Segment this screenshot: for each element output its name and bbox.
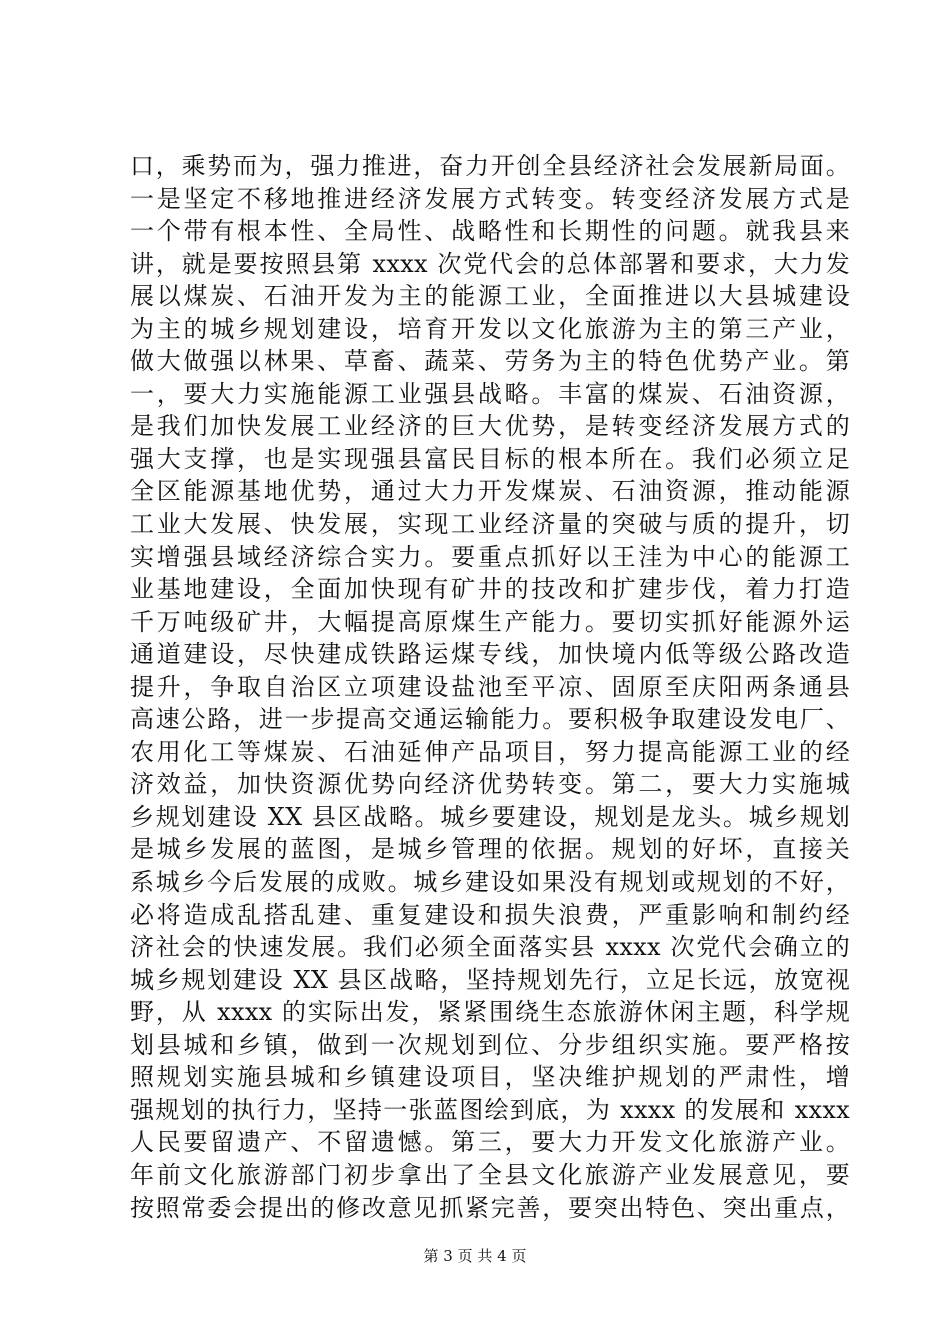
text-line: 为主的城乡规划建设，培育开发以文化旅游为主的第三产业， <box>130 314 850 343</box>
text-line: 济社会的快速发展。我们必须全面落实县 xxxx 次党代会确立的 <box>130 933 850 962</box>
text-line: 一是坚定不移地推进经济发展方式转变。转变经济发展方式是 <box>130 184 850 213</box>
text-line: 乡规划建设 XX 县区战略。城乡要建设，规划是龙头。城乡规划 <box>130 802 850 831</box>
text-line: 照规划实施县城和乡镇建设项目，坚决维护规划的严肃性，增 <box>130 1063 850 1092</box>
text-line: 按照常委会提出的修改意见抓紧完善，要突出特色、突出重点， <box>130 1193 850 1222</box>
page-footer: 第 3 页 共 4 页 <box>423 1247 527 1265</box>
text-line: 济效益，加快资源优势向经济优势转变。第二，要大力实施城 <box>130 770 850 799</box>
text-line: 是城乡发展的蓝图，是城乡管理的依据。规划的好坏，直接关 <box>130 835 850 864</box>
text-line: 工业大发展、快发展，实现工业经济量的突破与质的提升，切 <box>130 510 850 539</box>
text-line: 一个带有根本性、全局性、战略性和长期性的问题。就我县来 <box>130 217 850 246</box>
text-line: 是我们加快发展工业经济的巨大优势，是转变经济发展方式的 <box>130 412 850 441</box>
text-line: 一，要大力实施能源工业强县战略。丰富的煤炭、石油资源， <box>130 379 850 408</box>
text-line: 城乡规划建设 XX 县区战略，坚持规划先行，立足长远，放宽视 <box>130 965 850 994</box>
text-line: 划县城和乡镇，做到一次规划到位、分步组织实施。要严格按 <box>130 1030 850 1059</box>
text-line: 通道建设，尽快建成铁路运煤专线，加快境内低等级公路改造 <box>130 640 850 669</box>
text-line: 系城乡今后发展的成败。城乡建设如果没有规划或规划的不好， <box>130 868 850 897</box>
text-line: 实增强县域经济综合实力。要重点抓好以王洼为中心的能源工 <box>130 542 850 571</box>
text-line: 农用化工等煤炭、石油延伸产品项目，努力提高能源工业的经 <box>130 737 850 766</box>
text-line: 人民要留遗产、不留遗憾。第三，要大力开发文化旅游产业。 <box>130 1128 850 1157</box>
text-line: 必将造成乱搭乱建、重复建设和损失浪费，严重影响和制约经 <box>130 900 850 929</box>
text-line: 口，乘势而为，强力推进，奋力开创全县经济社会发展新局面。 <box>130 152 850 180</box>
text-line: 野，从 xxxx 的实际出发，紧紧围绕生态旅游休闲主题，科学规 <box>130 998 850 1027</box>
text-line: 业基地建设，全面加快现有矿井的技改和扩建步伐，着力打造 <box>130 575 850 604</box>
body-text <box>130 150 850 1224</box>
text-line: 讲，就是要按照县第 xxxx 次党代会的总体部署和要求，大力发 <box>130 249 850 278</box>
text-line: 做大做强以林果、草畜、蔬菜、劳务为主的特色优势产业。第 <box>130 347 850 376</box>
text-line: 千万吨级矿井，大幅提高原煤生产能力。要切实抓好能源外运 <box>130 607 850 636</box>
text-line: 强大支撑，也是实现强县富民目标的根本所在。我们必须立足 <box>130 444 850 473</box>
text-line: 年前文化旅游部门初步拿出了全县文化旅游产业发展意见，要 <box>130 1160 850 1189</box>
text-line: 展以煤炭、石油开发为主的能源工业，全面推进以大县城建设 <box>130 282 850 311</box>
text-line: 强规划的执行力，坚持一张蓝图绘到底，为 xxxx 的发展和 xxxx <box>130 1095 850 1124</box>
text-line: 全区能源基地优势，通过大力开发煤炭、石油资源，推动能源 <box>130 477 850 506</box>
text-line: 高速公路，进一步提高交通运输能力。要积极争取建设发电厂、 <box>130 705 850 734</box>
text-line: 提升，争取自治区立项建设盐池至平凉、固原至庆阳两条通县 <box>130 672 850 701</box>
